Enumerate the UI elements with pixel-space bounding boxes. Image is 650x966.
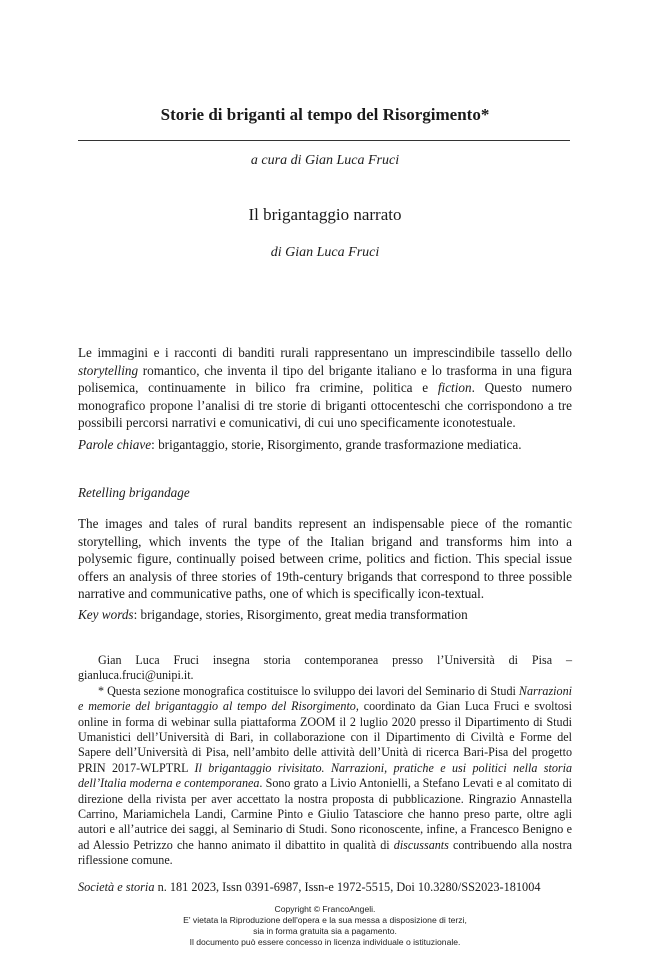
keywords-english [78, 606, 572, 624]
copyright-line-2: E' vietata la Riproduzione dell'opera e la sua messa a disposizione di terzi, [183, 915, 467, 925]
abstract-it-text-1: Le immagini e i racconti di banditi rurali rappresentano un imprescindibile tassello dello [78, 345, 572, 360]
citation-details: n. 181 2023, Issn 0391-6987, Issn-e 1972-5515, Doi 10.3280/SS2023-181004 [154, 880, 541, 894]
copyright-line-4: Il documento può essere concesso in licenza individuale o istituzionale. [189, 937, 461, 947]
keywords-it-label: Parole chiave [78, 437, 152, 452]
title-rule [78, 140, 570, 141]
keywords-en-label: Key words [78, 607, 134, 622]
footnote-star [78, 684, 572, 869]
abstract-it-italic-1: storytelling [78, 362, 139, 378]
footnote-italic-1: Narrazioni e memorie del brigantaggio al tempo del Risorgimento, [78, 683, 572, 714]
footnote-text-1: * Questa sezione monografica costituisce lo sviluppo dei lavori del Seminario di Studi [98, 683, 519, 698]
author-note: Gian Luca Fruci insegna storia contemporanea presso l’Università di Pisa – gianluca.fruci@unipi.it. [78, 653, 572, 683]
footnote-text-4: contribuendo alla nostra riflessione comune. [78, 837, 572, 868]
section-editor: a cura di Gian Luca Fruci [250, 153, 400, 168]
footnote-text-3: . Sono grato a Livio Antonielli, a Stefano Levati e al comitato di direzione della rivista per aver accettato la nostra proposta di pubblicazione. Ringrazio Annastella Carrino, Mariamichela Landi, Carmine Pinto e Giulio Tatasciore che hanno preso parte, oltre agli autori e all’autrice dei saggi, al Seminario di Studi. Sono riconoscente, infine, a Francesco Benigno e ad Alessio Petrizzo che hanno animato il dibattito in qualità di [78, 776, 572, 852]
abstract-italian [78, 344, 572, 432]
journal-name: Società e storia [78, 880, 155, 894]
copyright-notice [60, 904, 590, 948]
footnote-text-2: coordinato da Gian Luca Fruci e svoltosi online in forma di webinar sulla piattaforma ZOOM il 2 luglio 2020 presso il Dipartimento di Studi Umanistici dell’Università di Bari, in collaborazione con il Dipartimento di Civiltà e Forme del Sapere dell’Università di Pisa, nell’ambito delle attività dell’Unità di ricerca Bari-Pisa del progetto PRIN 2017-WLPTRL [78, 699, 572, 775]
journal-citation [78, 880, 572, 895]
english-title: Retelling brigandage [78, 485, 190, 500]
article-author: di Gian Luca Fruci [270, 245, 380, 260]
section-title: Storie di briganti al tempo del Risorgimento* [160, 105, 490, 124]
keywords-italian [78, 436, 572, 454]
abstract-it-text-2: romantico, che inventa il tipo del brigante italiano e lo trasforma in una figura polisemica, continuamente in bilico fra crimine, politica e [78, 362, 572, 396]
keywords-it-text: : brigantaggio, storie, Risorgimento, grande trasformazione mediatica. [151, 437, 522, 452]
abstract-it-text-3: . Questo numero monografico propone l’analisi di tre storie di briganti ottocenteschi che corrispondono a tre possibili percorsi narrativi e comunicativi, di cui uno specificamente iconotestuale. [78, 380, 572, 431]
abstract-english: The images and tales of rural bandits represent an indispensable piece of the romantic storytelling, which invents the type of the Italian brigand and transforms him into a polysemic figure, continually poised between crime, politics and fiction. This special issue offers an analysis of three stories of 19th-century brigands that correspond to three possible narrative and communicative paths, one of which is specifically icon-textual. [78, 516, 572, 602]
footnotes [78, 653, 572, 869]
copyright-line-3: sia in forma gratuita sia a pagamento. [253, 926, 397, 936]
footnote-italic-3: discussants [393, 837, 449, 852]
footnote-italic-2: Il brigantaggio rivisitato. Narrazioni, pratiche e usi politici nella storia dell’Italia moderna e contemporanea [78, 760, 572, 791]
keywords-en-text: : brigandage, stories, Risorgimento, great media transformation [133, 607, 468, 622]
copyright-line-1: Copyright © FrancoAngeli. [274, 904, 376, 914]
article-title: Il brigantaggio narrato [248, 205, 402, 224]
abstract-it-italic-2: fiction [437, 380, 472, 396]
